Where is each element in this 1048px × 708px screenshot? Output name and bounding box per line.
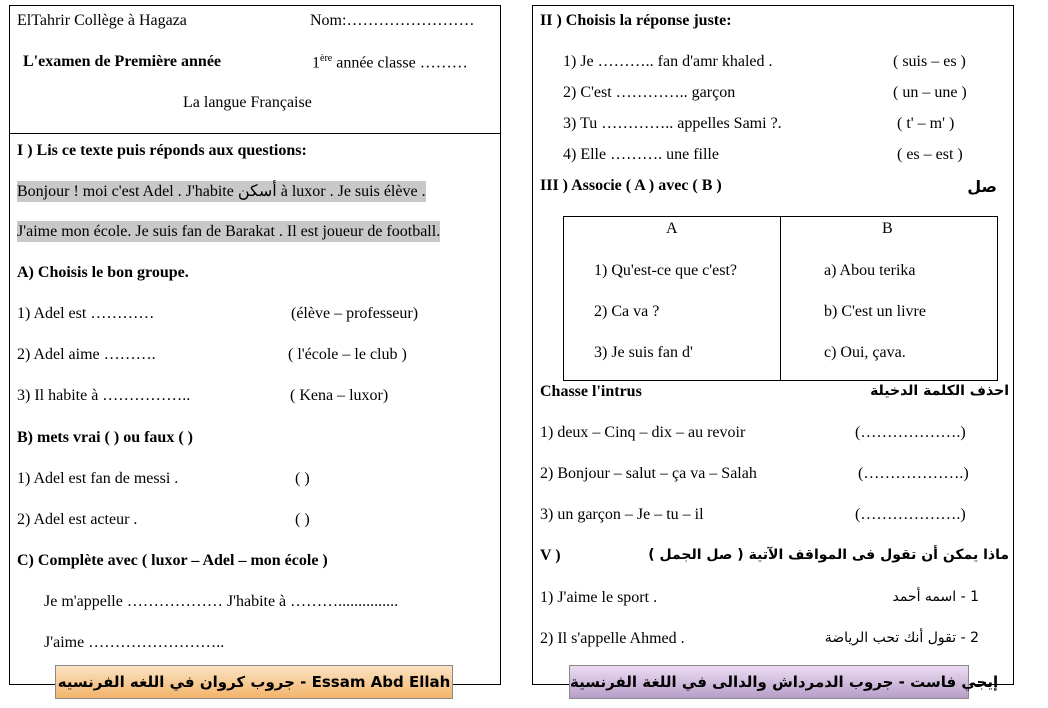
intrus-blank: (……………….) — [855, 506, 966, 523]
section4-title: Chasse l'intrus — [540, 383, 642, 400]
section5-title: V ) — [540, 547, 561, 564]
column-a-header: A — [666, 220, 678, 237]
partA-options: ( l'école – le club ) — [288, 346, 407, 363]
reading-text-line2: J'aime mon école. Je suis fan de Barakat . Il est joueur de football. — [17, 223, 441, 240]
header-divider — [10, 133, 500, 134]
column-a-item: 1) Qu'est-ce que c'est? — [594, 262, 738, 279]
partB-statement: 2) Adel est acteur . — [17, 511, 138, 528]
situation-arabic: 2 - تقول أنك تحب الرياضة — [824, 630, 979, 646]
partB-statement: 1) Adel est fan de messi . — [17, 470, 179, 487]
subject: La langue Française — [183, 94, 312, 111]
section3-title: III ) Associe ( A ) avec ( B ) — [540, 177, 722, 194]
column-b-item: a) Abou terika — [824, 262, 916, 279]
section2-title: II ) Choisis la réponse juste: — [540, 12, 732, 29]
partA-title: A) Choisis le bon groupe. — [17, 264, 189, 281]
section2-question: 1) Je ……….. fan d'amr khaled . — [563, 53, 773, 70]
partA-question: 3) Il habite à …………….. — [17, 387, 191, 404]
section4-arabic: احذف الكلمة الدخيلة — [870, 383, 1009, 399]
section2-question: 4) Elle ………. une fille — [563, 146, 719, 163]
section1-title: I ) Lis ce texte puis réponds aux questions: — [17, 142, 307, 159]
partB-title: B) mets vrai ( ) ou faux ( ) — [17, 429, 193, 446]
partC-title: C) Complète avec ( luxor – Adel – mon école ) — [17, 552, 328, 569]
left-page — [9, 5, 501, 685]
partA-options: (élève – professeur) — [291, 305, 419, 322]
column-b-header: B — [882, 220, 893, 237]
partC-line2: J'aime …………………….. — [44, 634, 225, 651]
name-field: Nom:…………………… — [310, 12, 475, 29]
exam-title: L'examen de Première année — [23, 53, 222, 70]
column-a-item: 3) Je suis fan d' — [594, 344, 693, 361]
situation-arabic: 1 - اسمه أحمد — [892, 589, 979, 605]
situation-french: 1) J'aime le sport . — [540, 589, 658, 606]
association-table — [563, 216, 998, 381]
table-divider — [780, 217, 781, 380]
intrus-blank: (……………….) — [855, 424, 966, 441]
section2-options: ( suis – es ) — [893, 53, 966, 70]
partA-options: ( Kena – luxor) — [290, 387, 389, 404]
school-name: ElTahrir Collège à Hagaza — [17, 12, 187, 29]
situation-french: 2) Il s'appelle Ahmed . — [540, 630, 685, 647]
partA-question: 1) Adel est ………… — [17, 305, 155, 322]
footer-banner-right — [569, 665, 999, 699]
intrus-question: 1) deux – Cinq – dix – au revoir — [540, 424, 746, 441]
partC-line1: Je m'appelle ……………… J'habite à ………............... — [44, 593, 399, 610]
column-a-item: 2) Ca va ? — [594, 303, 660, 320]
section5-arabic: ماذا يمكن أن تقول فى المواقف الآتية ( صل الجمل ) — [648, 547, 1009, 563]
reading-text-line1: Bonjour ! moi c'est Adel . J'habite أسكن à luxor . Je suis élève . — [17, 183, 426, 200]
section2-options: ( un – une ) — [893, 84, 967, 101]
intrus-question: 3) un garçon – Je – tu – il — [540, 506, 704, 523]
footer-left-text: جروب كروان في اللغه الفرنسيه - Essam Abd Ellah — [57, 673, 451, 691]
right-page — [532, 5, 1014, 685]
section2-question: 3) Tu ………….. appelles Sami ?. — [563, 115, 782, 132]
section2-question: 2) C'est ………….. garçon — [563, 84, 736, 101]
partB-answer-box: ( ) — [295, 511, 310, 528]
intrus-question: 2) Bonjour – salut – ça va – Salah — [540, 465, 757, 482]
class-field: 1ère année classe ……… — [312, 53, 468, 72]
section3-arabic: صل — [967, 177, 997, 196]
column-b-item: c) Oui, çava. — [824, 344, 906, 361]
intrus-blank: (……………….) — [858, 465, 969, 482]
section2-options: ( t' – m' ) — [897, 115, 955, 132]
column-b-item: b) C'est un livre — [824, 303, 926, 320]
partA-question: 2) Adel aime ………. — [17, 346, 156, 363]
section2-options: ( es – est ) — [897, 146, 963, 163]
footer-banner-left — [55, 665, 453, 699]
footer-right-text: إيجي فاست - جروب الدمرداش والدالى في اللغة الفرنسية — [570, 673, 999, 691]
partB-answer-box: ( ) — [295, 470, 310, 487]
